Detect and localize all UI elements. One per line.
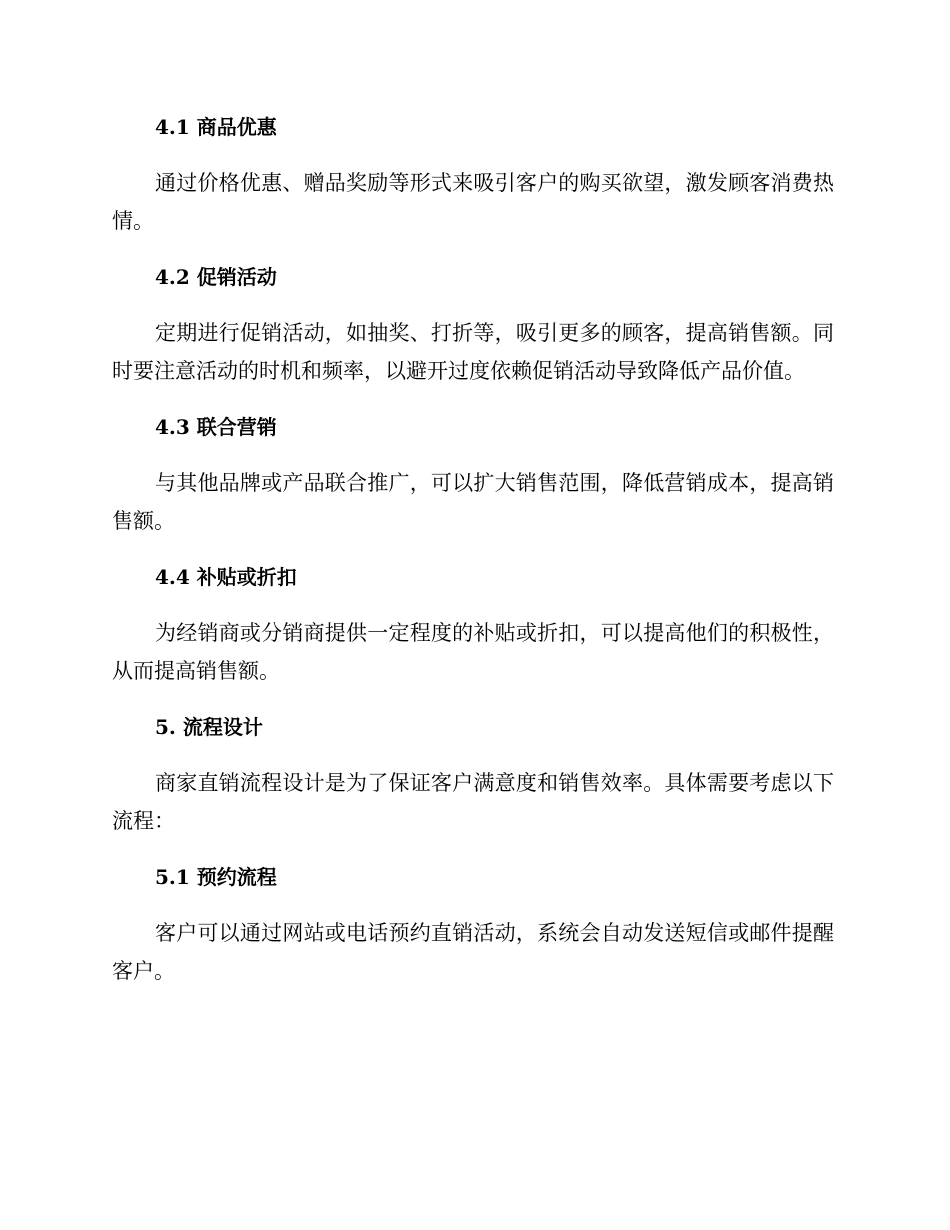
section-paragraph-4-4: 为经销商或分销商提供一定程度的补贴或折扣，可以提高他们的积极性，从而提高销售额。 — [112, 621, 834, 683]
section-heading-5-1: 5.1 预约流程 — [155, 865, 277, 889]
section-paragraph-5: 商家直销流程设计是为了保证客户满意度和销售效率。具体需要考虑以下流程： — [112, 771, 834, 833]
section-heading-4-2: 4.2 促销活动 — [155, 265, 277, 289]
section-paragraph-4-2: 定期进行促销活动，如抽奖、打折等，吸引更多的顾客，提高销售额。同时要注意活动的时机和频率，以避开过度依赖促销活动导致降低产品价值。 — [112, 321, 834, 383]
section-paragraph-5-1: 客户可以通过网站或电话预约直销活动，系统会自动发送短信或邮件提醒客户。 — [112, 921, 834, 983]
section-heading-4-1: 4.1 商品优惠 — [155, 115, 277, 139]
section-paragraph-4-1: 通过价格优惠、赠品奖励等形式来吸引客户的购买欲望，激发顾客消费热情。 — [112, 171, 834, 233]
section-paragraph-4-3: 与其他品牌或产品联合推广，可以扩大销售范围，降低营销成本，提高销售额。 — [112, 471, 834, 533]
section-heading-5: 5. 流程设计 — [155, 715, 263, 739]
section-heading-4-4: 4.4 补贴或折扣 — [155, 565, 297, 589]
section-heading-4-3: 4.3 联合营销 — [155, 415, 277, 439]
document-body — [112, 108, 834, 990]
